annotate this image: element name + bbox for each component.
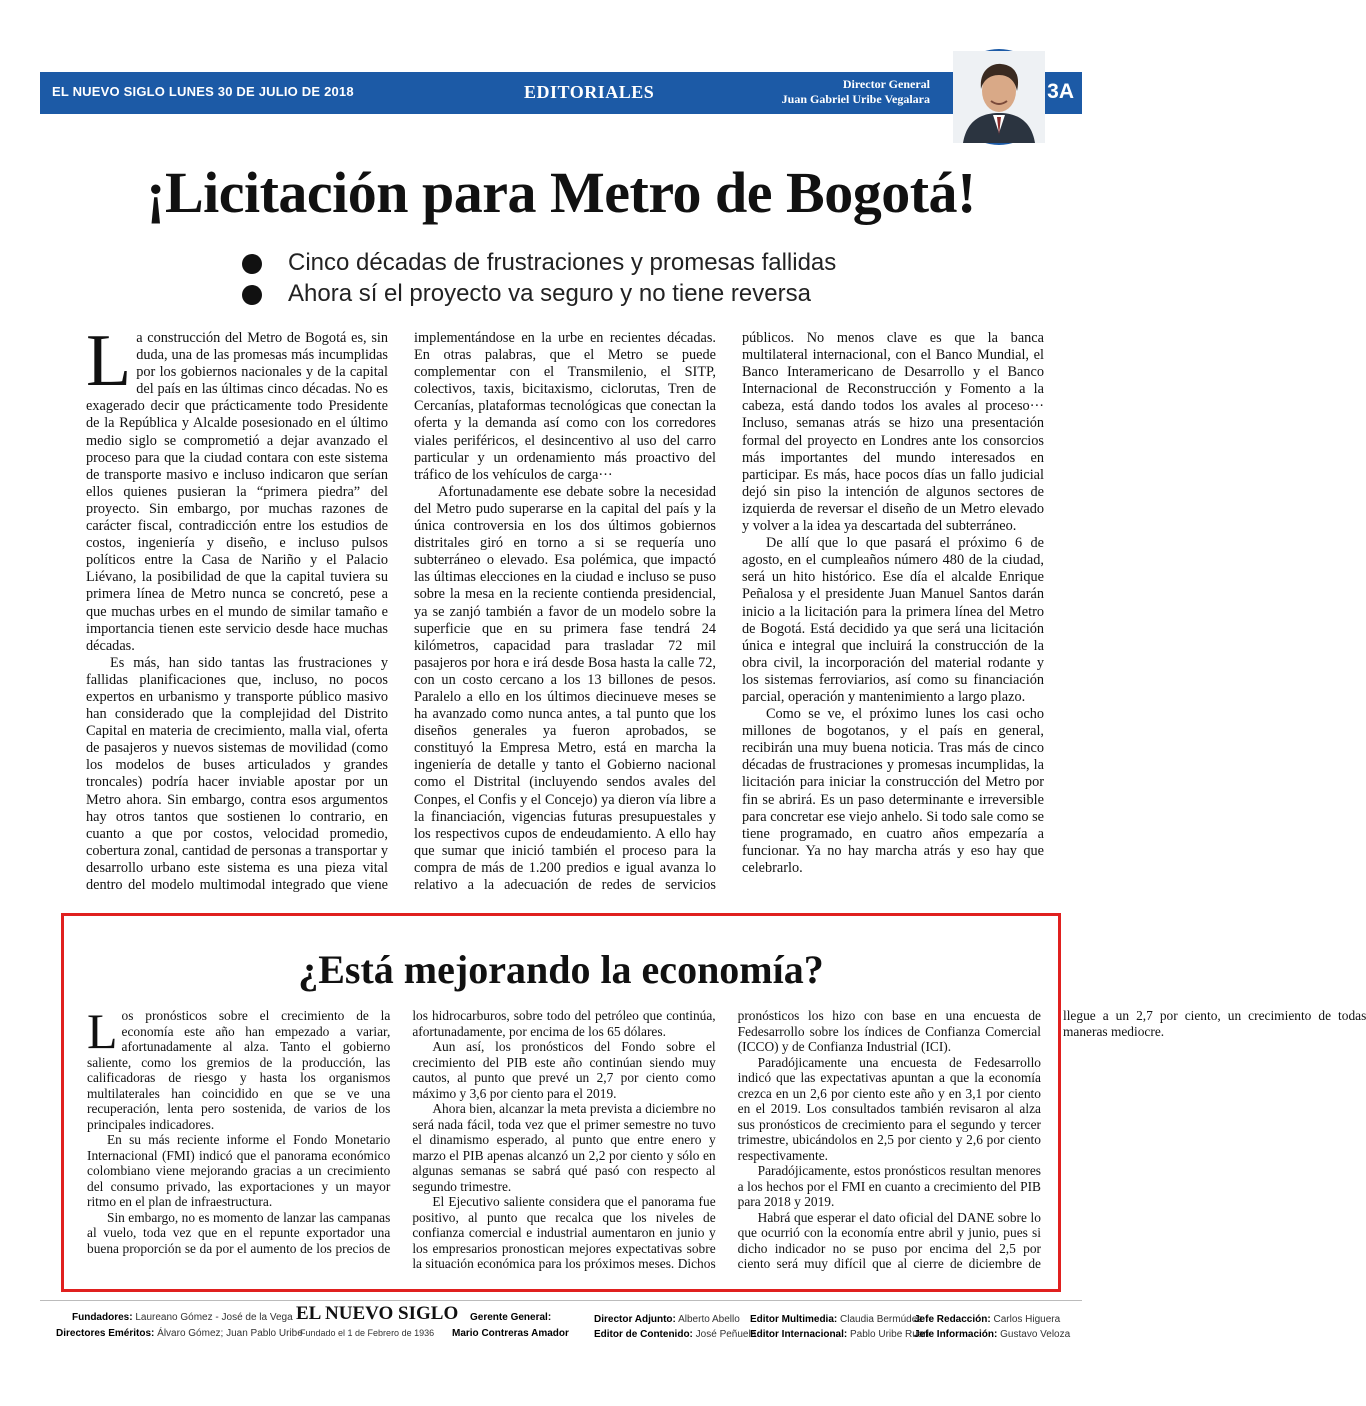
footer-value: José Peñuela: [695, 1329, 757, 1340]
edition-date: EL NUEVO SIGLO LUNES 30 DE JULIO DE 2018: [52, 84, 354, 99]
footer-label: Directores Eméritos:: [56, 1328, 155, 1339]
bullet-dot-icon: [242, 254, 262, 274]
bullet-dot-icon: [242, 285, 262, 305]
footer-value: Alberto Abello: [678, 1314, 740, 1325]
secondary-editorial-box: [61, 913, 1366, 1292]
masthead-logo: EL NUEVO SIGLO: [296, 1303, 459, 1324]
footer-label: Editor de Contenido:: [594, 1329, 693, 1340]
footer-label: Jefe Redacción:: [914, 1314, 991, 1325]
footer-label: Director Adjunto:: [594, 1314, 676, 1325]
director-role: Director General: [842, 77, 930, 91]
footer-label: Fundadores:: [72, 1312, 133, 1323]
page-number: 3A: [1047, 80, 1074, 103]
footer-founders: [72, 1312, 293, 1323]
title-bullet-list: [236, 248, 916, 310]
footer-manager-label: Gerente General:: [470, 1312, 552, 1323]
paragraph: [87, 1003, 391, 1132]
bullet-item: [236, 248, 916, 279]
footer-label: Editor Multimedia:: [750, 1314, 838, 1325]
footer-international-editor: [750, 1329, 929, 1340]
footer-value: Carlos Higuera: [993, 1314, 1061, 1325]
footer-label: Editor Internacional:: [750, 1329, 848, 1340]
main-editorial-body: [86, 320, 1044, 905]
footer-newsroom-chief: [914, 1314, 1060, 1325]
paragraph: [86, 320, 388, 655]
paragraph: En su más reciente informe el Fondo Monetario Internacional (FMI) indicó que el panorama económico colombiano viene mejorando gracias a un crecimiento del consumo privado, las exportaciones y un mayor ritmo en el plan de infraestructura.: [87, 1132, 391, 1209]
director-credit: [782, 77, 930, 107]
bullet-item: [236, 279, 916, 310]
section-header-band: [40, 72, 1082, 114]
footer-value: Álvaro Gómez; Juan Pablo Uribe: [157, 1328, 303, 1339]
paragraph: Como se ve, el próximo lunes los casi ocho millones de bogotanos, y el país en general, recibirán una muy buena noticia. Tras más de cinco décadas de frustraciones y promesas incumplidas, la licitación para iniciar la construcción del Metro por fin se abrirá. Es un paso determinante e irreversible para concretar ese viejo anhelo. Si todo sale como se tiene programado, en cuatro años empezaría a funcionar. Ya no hay marcha atrás y eso hay que celebrarlo.: [742, 706, 1044, 876]
paragraph: De allí que lo que pasará el próximo 6 de agosto, en el cumpleaños número 480 de la ciudad, será un hito histórico. Ese día el alcalde Enrique Peñalosa y el presidente Juan Manuel Santos darán inicio a la licitación para la primera línea del Metro de Bogotá. Está decidido ya que será una licitación única e integral que incluirá la construcción de la obra civil, la incorporación del material rodante y los sistemas ferroviarios, así como su financiación parcial, operación y mantenimiento a largo plazo.: [742, 535, 1044, 705]
footer-information-chief: [914, 1329, 1070, 1340]
paragraph: Sin embargo, no es momento de lanzar las campanas al vuelo, toda vez que en el repunte exportador una buena proporción se da por el aumento de los precios de los hidrocarburos, sobre todo del petróleo que continúa, afortunadamente, por encima de los 65 dólares.: [87, 1008, 716, 1256]
director-name: Juan Gabriel Uribe Vegalara: [781, 92, 930, 106]
secondary-editorial-body: [87, 1003, 1366, 1280]
drop-cap: L: [87, 1003, 118, 1059]
footer-value: Pablo Uribe Ruan: [850, 1329, 929, 1340]
footer-value: Laureano Gómez - José de la Vega: [135, 1312, 293, 1323]
director-portrait-image: [953, 51, 1045, 143]
section-title: EDITORIALES: [524, 82, 655, 102]
footer-deputy: [594, 1314, 740, 1325]
footer-divider: [40, 1300, 1082, 1301]
paragraph: Habrá que esperar el dato oficial del DANE sobre lo que ocurrió con la economía entre abril y junio, pues si dicho indicador no se puso por encima del 2,5 por ciento será muy difícil que al cierre de diciembre de llegue a un 2,7 por ciento, un crecimiento de todas maneras mediocre.: [737, 1008, 1366, 1271]
footer-emeritus: [56, 1328, 303, 1339]
footer-content-editor: [594, 1329, 756, 1340]
main-editorial-title: ¡Licitación para Metro de Bogotá!: [146, 160, 976, 225]
paragraph-text: a construcción del Metro de Bogotá es, sin duda, una de las promesas más incumplidas por los gobiernos nacionales y de la capital del país en las últimas cinco décadas. No es exagerado decir que prácticamente todo Presidente de la República y Alcalde posesionado en el último medio siglo se comprometió a dejar avanzado el proceso para que la ciudad contara con este sistema de transporte masivo e incluso indicaron que serían ellos quienes pusieran la “primera piedra” del proyecto. Sin embargo, por muchas razones de carácter fiscal, contradicción entre los estudios de costos, ingeniería y diseño, e incluso pulsos políticos entre la Casa de Nariño y el Palacio Liévano, la posibilidad de que la capital tuviera su primera línea de Metro nunca se concretó, pese a que muchas urbes en el mundo de similar tamaño e importancia tienen este servicio desde hace muchas décadas.: [86, 330, 388, 654]
paragraph: Paradójicamente una encuesta de Fedesarrollo indicó que las expectativas apuntan a que la economía crezca en un 2,6 por ciento este año y en 3,1 por ciento en el 2019. Los consultados también revisaron al alza sus pronósticos de crecimiento para el segundo y tercer trimestre, ubicándolos en 2,5 por ciento y 2,6 por ciento respectivamente.: [737, 1054, 1041, 1163]
bullet-text: Ahora sí el proyecto va seguro y no tiene reversa: [288, 280, 811, 307]
footer-label: Jefe Información:: [914, 1329, 998, 1340]
paragraph: Es más, han sido tantas las frustraciones y fallidas planificaciones que, incluso, no pocos expertos en urbanismo y transporte público masivo han considerado que la complejidad del Distrito Capital en materia de crecimiento, malla vial, oferta de pasajeros y nuevos sistemas de movilidad (como los modelos de buses articulados y grandes troncales) podría hacer inviable apostar por un Metro ahora. Sin embargo, contra esos argumentos hay otros tantos que sostienen lo contrario, en cuanto a que por costos, velocidad promedio, cobertura zonal, cantidad de personas a transportar y desarrollo urbano este sistema es una pieza vital dentro del modelo multimodal integrado que viene implementándose en la urbe en recientes décadas. En otras palabras, que el Metro se puede complementar con el Transmilenio, el SITP, colectivos, taxis, bicitaxismo, ciclorutas, Tren de Cercanías, plataformas tecnológicas que conectan la oferta y la demanda así como con los corredores viales periféricos, el desincentivo al uso del carro particular y un ordenamiento más proactivo del tráfico de los vehículos de carga···: [86, 330, 716, 893]
secondary-editorial-title: ¿Está mejorando la economía?: [298, 947, 824, 992]
paragraph: Aun así, los pronósticos del Fondo sobre el crecimiento del PIB este año continúan siendo muy cautos, al punto que prevé un 2,7 por ciento como máximo y 3,6 por ciento para el 2019.: [412, 1039, 716, 1101]
drop-cap: L: [86, 320, 132, 402]
footer-value: Claudia Bermúdez: [840, 1314, 923, 1325]
footer-multimedia-editor: [750, 1314, 922, 1325]
paragraph-text: os pronósticos sobre el crecimiento de la economía este año han empezado a variar, afortunadamente al alza. Tanto el gobierno saliente, como los gremios de la producción, las calificadoras de riesgo y hasta los organismos multilaterales han coincidido en que se ve una recuperación, lenta pero sostenida, de varios de los principales indicadores.: [87, 1008, 391, 1132]
bullet-text: Cinco décadas de frustraciones y promesas fallidas: [288, 249, 837, 276]
footer-value: Gustavo Veloza: [1000, 1329, 1071, 1340]
paragraph: Paradójicamente, estos pronósticos resultan menores a los hechos por el FMI en cuanto a crecimiento del PIB para 2018 y 2019.: [737, 1163, 1041, 1209]
paragraph: Afortunadamente ese debate sobre la necesidad del Metro pudo superarse en la capital del país y la única controversia en los dos últimos gobiernos distritales giró en torno a si se requería uno subterráneo o elevado. Esa polémica, que impactó las últimas elecciones en la ciudad e incluso se puso sobre la mesa en la reciente contienda presidencial, ya se zanjó también a favor de un modelo sobre la superficie que en su primera fase tendrá 24 kilómetros, capacidad para trasladar 72 mil pasajeros por hora e irá desde Bosa hasta la calle 72, con un costo cercano a los 13 billones de pesos. Paralelo a ello en los últimos diecinueve meses se ha avanzado como nunca antes, a tal punto que los diseños generales ya fueron aprobados, se constituyó la Empresa Metro, está en marcha la ingeniería de detalle y tanto el Gobierno nacional como el Distrital (incluyendo sendos avales del Conpes, el Confis y el Concejo) ya dieron vía libre a la financiación, vigencias futuras presupuestales y los respectivos cupos de endeudamiento. A ello hay que sumar que inició también el proceso para la compra de más de 1.200 predios e igual avanza lo relativo a la adecuación de redes de servicios públicos. No menos clave es que la banca multilateral internacional, con el Banco Mundial, el Banco Interamericano de Desarrollo y el Banco Internacional de Reconstrucción y Fomento a la cabeza, está dando todos los avales al proceso··· Incluso, semanas atrás se hizo una presentación formal del proyecto en Londres ante los consorcios más importantes del mundo interesados en participar. Es más, hace pocos días un fallo judicial dejó sin piso la intención de algunos sectores de izquierda de reversar el diseño de un Metro elevado y volver a la idea ya descartada del subterráneo.: [414, 330, 1044, 893]
masthead-founded: Fundado el 1 de Febrero de 1936: [300, 1328, 435, 1338]
paragraph: El Ejecutivo saliente considera que el panorama fue positivo, al punto que recalca que los niveles de confianza comercial e industrial aumentaron en junio y los empresarios pronostican mejores expectativas sobre la situación económica para los próximos meses. Dichos pronósticos los hizo con base en una encuesta de Fedesarrollo sobre los índices de Confianza Comercial (ICCO) y de Confianza Industrial (ICI).: [412, 1008, 1041, 1271]
footer-manager: Mario Contreras Amador: [452, 1328, 569, 1339]
paragraph: Ahora bien, alcanzar la meta prevista a diciembre no será nada fácil, toda vez que el primer semestre no tuvo el dinamismo esperado, al punto que entre enero y marzo el PIB apenas alcanzó un 2,2 por ciento y sólo en algunas semanas se sabrá qué pasó con respecto al segundo trimestre.: [412, 1101, 716, 1194]
director-portrait: [951, 49, 1047, 145]
